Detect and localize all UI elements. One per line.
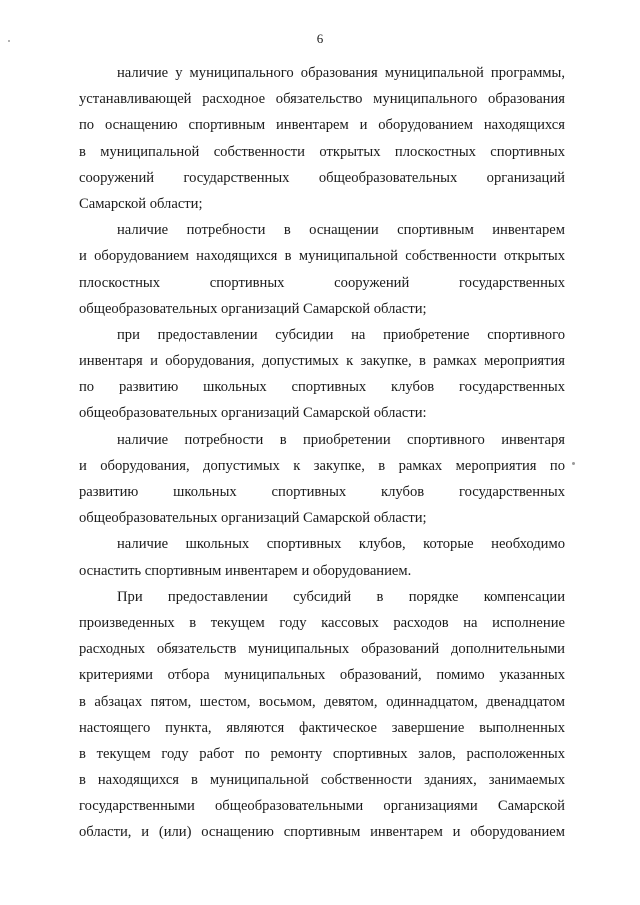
text-line: и оборудования, допустимых к закупке, в рамках мероприятия по — [79, 457, 565, 474]
document-body — [79, 60, 565, 846]
text-line: в муниципальной собственности открытых плоскостных спортивных — [79, 143, 565, 160]
text-line: в находящихся в муниципальной собственности зданиях, занимаемых — [79, 772, 565, 789]
text-line: сооружений государственных общеобразовательных организаций — [79, 169, 565, 186]
text-line: по развитию школьных спортивных клубов государственных — [79, 379, 565, 396]
text-line: области, и (или) оснащению спортивным инвентарем и оборудованием — [79, 824, 565, 841]
text-line: критериями отбора муниципальных образований, помимо указанных — [79, 667, 565, 684]
text-line: При предоставлении субсидий в порядке компенсации — [117, 588, 565, 605]
text-line: устанавливающей расходное обязательство муниципального образования — [79, 91, 565, 108]
text-line: оснастить спортивным инвентарем и оборудованием. — [79, 562, 412, 579]
text-line: наличие потребности в оснащении спортивным инвентарем — [117, 222, 565, 239]
text-line: развитию школьных спортивных клубов государственных — [79, 484, 565, 500]
text-line: по оснащению спортивным инвентарем и оборудованием находящихся — [79, 117, 565, 134]
paragraph — [79, 584, 565, 846]
page-number: 6 — [316, 31, 324, 46]
paragraph — [79, 531, 565, 583]
text-line: произведенных в текущем году кассовых расходов на исполнение — [79, 614, 565, 631]
paragraph — [79, 427, 565, 532]
text-line: наличие школьных спортивных клубов, которые необходимо — [117, 536, 565, 553]
paragraph — [79, 217, 565, 322]
paragraph — [79, 60, 565, 217]
text-line: наличие у муниципального образования муниципальной программы, — [117, 65, 565, 81]
scan-dot — [572, 462, 575, 465]
text-line: общеобразовательных организаций Самарской области: — [79, 405, 427, 422]
text-line: в абзацах пятом, шестом, восьмом, девятом, одиннадцатом, двенадцатом — [79, 693, 565, 710]
text-line: в текущем году работ по ремонту спортивных залов, расположенных — [79, 745, 565, 762]
text-line: настоящего пункта, являются фактическое завершение выполненных — [79, 719, 565, 736]
text-line: расходных обязательств муниципальных образований дополнительными — [79, 641, 565, 658]
paragraph — [79, 322, 565, 427]
text-line: плоскостных спортивных сооружений государственных — [79, 274, 565, 291]
text-line: наличие потребности в приобретении спортивного инвентаря — [117, 431, 565, 448]
text-line: и оборудованием находящихся в муниципальной собственности открытых — [79, 248, 565, 265]
text-line: государственными общеобразовательными организациями Самарской — [79, 798, 565, 815]
text-line: общеобразовательных организаций Самарской области; — [79, 510, 427, 527]
text-line: инвентаря и оборудования, допустимых к закупке, в рамках мероприятия — [79, 353, 565, 370]
text-line: общеобразовательных организаций Самарской области; — [79, 300, 427, 317]
text-line: Самарской области; — [79, 195, 203, 212]
scan-dot — [8, 40, 10, 42]
text-line: при предоставлении субсидии на приобретение спортивного — [117, 326, 565, 343]
